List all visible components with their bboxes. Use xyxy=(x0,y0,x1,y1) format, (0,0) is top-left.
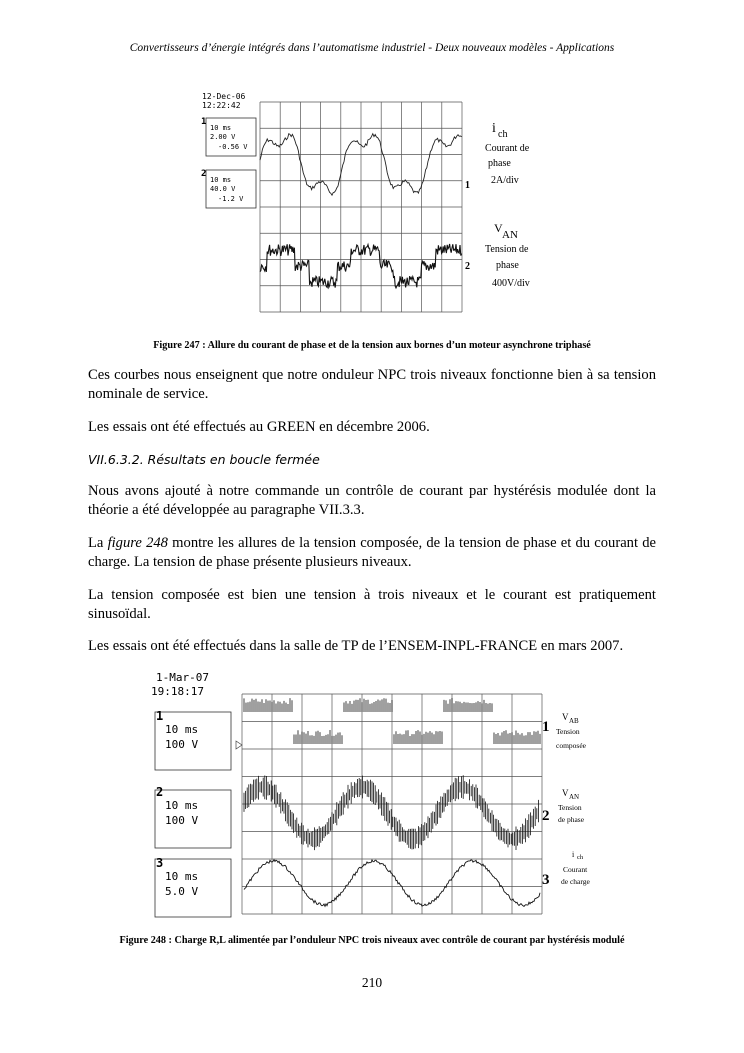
fig247-ch2-line3: -1.2 V xyxy=(218,195,244,203)
fig248-ch3-line1: 10 ms xyxy=(165,870,199,883)
figure-248-svg xyxy=(148,668,598,924)
fig247-label2-symbol: V xyxy=(494,221,503,235)
fig248-van-trace xyxy=(244,775,538,850)
paragraph-4 xyxy=(88,534,656,572)
paragraph-5: La tension composée est bien une tension à trois niveaux et le courant est pratiquement sinusoïdal. xyxy=(88,587,656,622)
fig248-marker-2: 2 xyxy=(542,808,550,824)
fig248-label2-line1: Tension xyxy=(558,803,582,812)
figure-247-oscilloscope xyxy=(198,88,550,324)
section-subheading: VII.6.3.2. Résultats en boucle fermée xyxy=(88,452,320,467)
fig248-label2-sub: AN xyxy=(569,793,580,801)
figure-247-caption: Figure 247 : Allure du courant de phase et de la tension aux bornes d’un moteur asynchrone triphasé xyxy=(153,340,591,351)
paragraph-6: Les essais ont été effectués dans la salle de TP de l’ENSEM-INPL-FRANCE en mars 2007. xyxy=(88,638,624,654)
fig247-date: 12-Dec-06 xyxy=(202,92,246,101)
fig248-label3-sub: ch xyxy=(577,854,584,861)
fig248-date: 1-Mar-07 xyxy=(156,671,209,684)
fig248-ch1-line1: 10 ms xyxy=(165,723,199,736)
fig247-ch1-line1: 10 ms xyxy=(210,124,232,132)
fig247-ch1-line3: -0.56 V xyxy=(218,143,248,151)
fig248-label3-symbol: i xyxy=(572,850,575,859)
fig248-ch3-num: 3 xyxy=(156,856,164,870)
fig247-ch1-line2: 2.00 V xyxy=(210,133,236,141)
running-header: Convertisseurs d’énergie intégrés dans l’automatisme industriel - Deux nouveaux modèles - Applications xyxy=(129,42,615,54)
paragraph-4-post: montre les allures de la tension composée, de la tension de phase et du courant de charge. La tension de phase présente plusieurs niveaux. xyxy=(88,535,656,570)
fig248-label3-line1: Courant xyxy=(563,865,588,874)
fig247-ch2-num: 2 xyxy=(201,169,207,179)
fig248-ref-arrow xyxy=(236,741,242,749)
fig247-ch1-num: 1 xyxy=(201,117,207,127)
fig248-label2-line2: de phase xyxy=(558,815,585,824)
fig248-ch1-num: 1 xyxy=(156,709,164,723)
fig247-label2-line1: Tension de xyxy=(485,244,529,255)
fig247-marker-1: 1 xyxy=(465,180,470,191)
fig247-label1-line3: 2A/div xyxy=(491,175,519,186)
figure-248-caption: Figure 248 : Charge R,L alimentée par l’onduleur NPC trois niveaux avec contrôle de courant par hystérésis modulé xyxy=(119,935,625,946)
fig247-ch2-line2: 40.0 V xyxy=(210,185,236,193)
fig248-label2-symbol: V xyxy=(562,788,569,798)
fig247-ch2-line1: 10 ms xyxy=(210,176,232,184)
paragraph-3: Nous avons ajouté à notre commande un contrôle de courant par hystérésis modulée dont la théorie a été développée au paragraphe VII.3.3. xyxy=(88,483,656,518)
fig247-label1-line2: phase xyxy=(488,158,511,169)
fig247-label1-sub: ch xyxy=(498,129,508,140)
fig248-label1-symbol: V xyxy=(562,712,569,722)
fig248-label1-sub: AB xyxy=(569,717,579,725)
fig247-label2-line2: phase xyxy=(496,260,519,271)
paragraph-2: Les essais ont été effectués au GREEN en décembre 2006. xyxy=(88,419,430,435)
fig248-marker-1: 1 xyxy=(542,719,550,735)
fig247-label2-line3: 400V/div xyxy=(492,278,530,289)
paragraph-1: Ces courbes nous enseignent que notre onduleur NPC trois niveaux fonctionne bien à sa tension nominale de service. xyxy=(88,367,656,402)
fig247-label2-sub: AN xyxy=(502,229,518,241)
paragraph-4-pre: La xyxy=(88,535,108,551)
fig248-label1-line1: Tension xyxy=(556,727,580,736)
figure-248-reference: figure 248 xyxy=(107,535,168,551)
figure-248-oscilloscope xyxy=(148,668,598,924)
figure-247-svg xyxy=(198,88,550,324)
fig247-marker-2: 2 xyxy=(465,261,470,272)
fig247-label1-line1: Courant de xyxy=(485,143,530,154)
fig248-ch2-line1: 10 ms xyxy=(165,799,199,812)
fig248-label1-line2: composée xyxy=(556,741,586,750)
fig248-label3-line2: de charge xyxy=(561,877,590,886)
fig248-ch1-line2: 100 V xyxy=(165,738,199,751)
fig248-marker-3: 3 xyxy=(542,872,550,888)
fig247-grid xyxy=(260,102,462,312)
page-number: 210 xyxy=(361,975,383,990)
fig247-time: 12:22:42 xyxy=(202,101,241,110)
fig247-label1-symbol: i xyxy=(492,121,496,136)
fig248-ch3-line2: 5.0 V xyxy=(165,885,199,898)
fig248-time: 19:18:17 xyxy=(151,685,204,698)
fig248-ch2-num: 2 xyxy=(156,785,164,799)
fig248-ch2-line2: 100 V xyxy=(165,814,199,827)
